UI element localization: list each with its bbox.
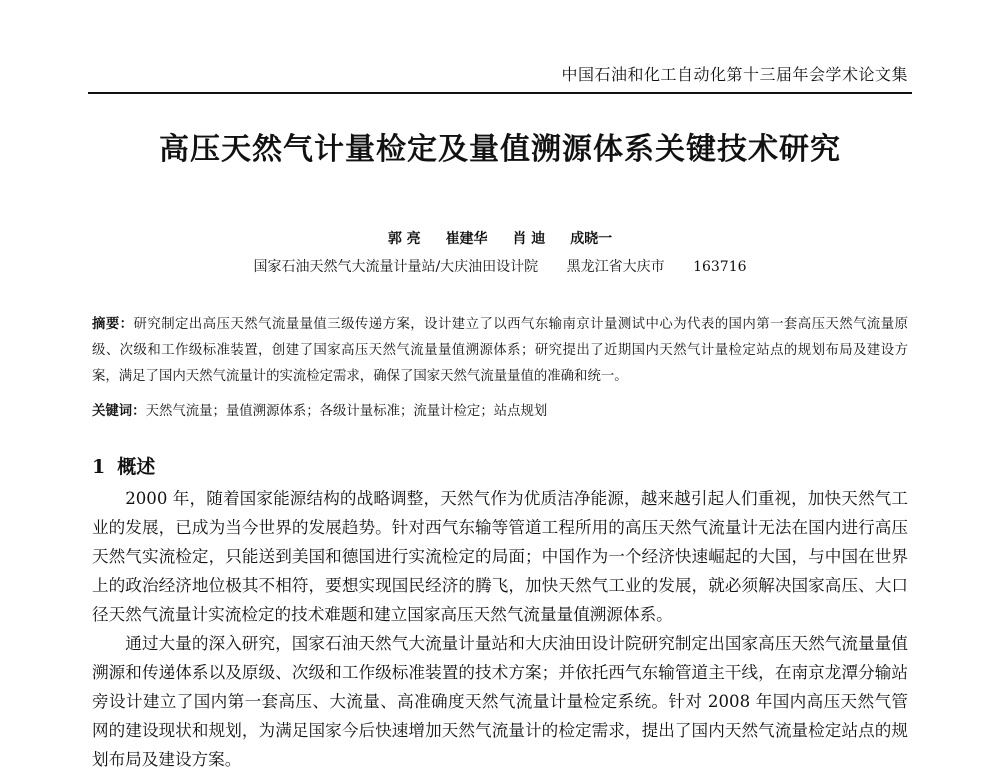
affiliation-institution: 国家石油天然气大流量计量站/大庆油田设计院 xyxy=(253,259,539,275)
section-title: 概述 xyxy=(117,456,156,478)
keywords-label: 关键词： xyxy=(92,403,146,419)
body-paragraph: 通过大量的深入研究，国家石油天然气大流量计量站和大庆油田设计院研究制定出国家高压天然气流量量值溯源和传递体系以及原级、次级和工作级标准装置的技术方案；并依托西气东输管道主干线，在南京龙潭分输站旁设计建立了国内第一套高压、大流量、高准确度天然气流量计量检定系统。针对 2008 年国内高压天然气管网的建设现状和规划，为满足国家今后快速增加天然气流量计的检定需求，提出了国内天然气流量检定站点的规划布局及建设方案。 xyxy=(92,634,908,769)
author-name: 成晓一 xyxy=(570,231,613,247)
running-header: 中国石油和化工自动化第十三届年会学术论文集 xyxy=(561,65,908,84)
affiliation-location: 黑龙江省大庆市 xyxy=(566,259,665,275)
author-name: 郭 亮 xyxy=(387,231,421,247)
body-paragraph: 2000 年，随着国家能源结构的战略调整，天然气作为优质洁净能源，越来越引起人们重视，加快天然气工业的发展，已成为当今世界的发展趋势。针对西气东输等管道工程所用的高压天然气流量计无法在国内进行高压天然气实流检定，只能送到美国和德国进行实流检定的局面；中国作为一个经济快速崛起的大国，与中国在世界上的政治经济地位极其不相符，要想实现国民经济的腾飞，加快天然气工业的发展，就必须解决国家高压、大口径天然气流量计实流检定的技术难题和建立国家高压天然气流量量值溯源体系。 xyxy=(92,489,908,624)
affiliation xyxy=(0,256,1000,276)
header-rule xyxy=(88,92,912,94)
section-body xyxy=(92,484,908,774)
section-number: 1 xyxy=(92,456,106,478)
section-heading xyxy=(92,452,155,479)
affiliation-postcode: 163716 xyxy=(693,259,747,275)
keywords-text: 天然气流量；量值溯源体系；各级计量标准；流量计检定；站点规划 xyxy=(145,404,548,419)
abstract xyxy=(92,311,908,390)
author-list xyxy=(0,228,1000,248)
abstract-text: 研究制定出高压天然气流量量值三级传递方案，设计建立了以西气东输南京计量测试中心为代表的国内第一套高压天然气流量原级、次级和工作级标准装置，创建了国家高压天然气流量量值溯源体系；研究提出了近期国内天然气计量检定站点的规划布局及建设方案，满足了国内天然气流量计的实流检定需求，确保了国家天然气流量量值的准确和统一。 xyxy=(92,317,908,384)
keywords xyxy=(92,398,908,425)
author-name: 崔建华 xyxy=(445,231,488,247)
paper-title: 高压天然气计量检定及量值溯源体系关键技术研究 xyxy=(159,132,841,167)
abstract-label: 摘要： xyxy=(92,316,134,332)
author-name: 肖 迪 xyxy=(512,231,546,247)
